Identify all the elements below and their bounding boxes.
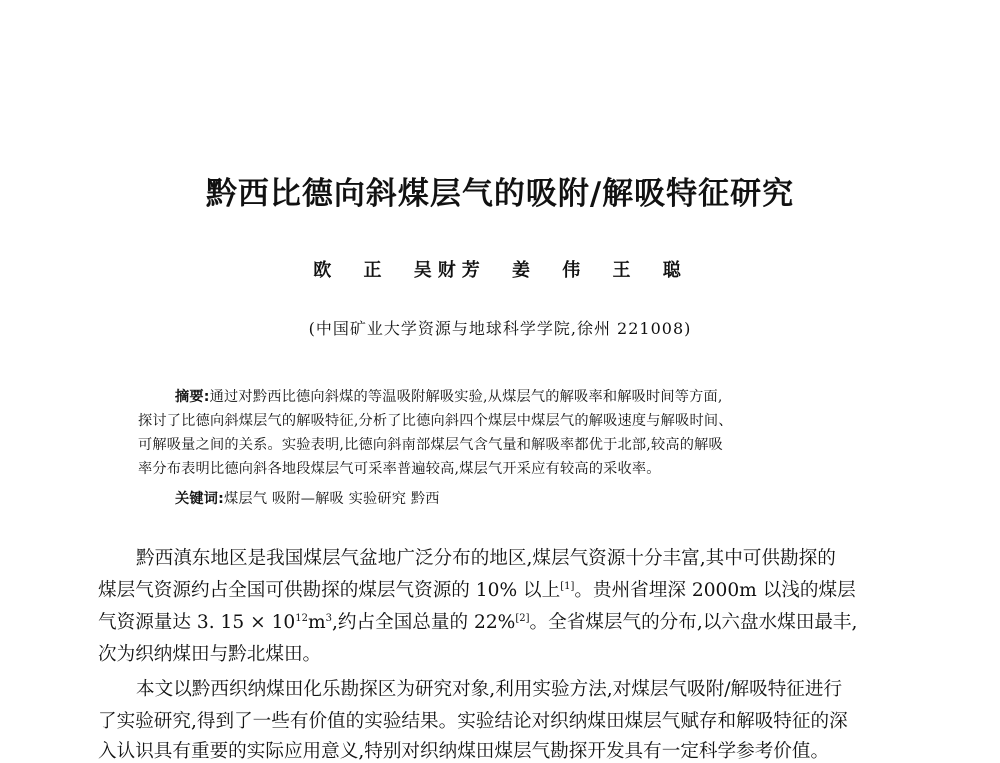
abstract-line: 探讨了比德向斜煤层气的解吸特征,分析了比德向斜四个煤层中煤层气的解吸速度与解吸时间、 <box>138 413 733 429</box>
authors: 欧 正 吴财芳 姜 伟 王 聪 <box>313 260 687 281</box>
body-text: 煤层气资源约占全国可供勘探的煤层气资源的 10% 以上 <box>98 580 561 601</box>
abstract-line: 率分布表明比德向斜各地段煤层气可采率普遍较高,煤层气开采应有较高的采收率。 <box>138 461 661 477</box>
body-line: 本文以黔西织纳煤田化乐勘探区为研究对象,利用实验方法,对煤层气吸附/解吸特征进行 <box>136 679 843 700</box>
body-line: 入认识具有重要的实际应用意义,特别对织纳煤田煤层气勘探开发具有一定科学参考价值。 <box>98 741 830 762</box>
citation: [1] <box>560 580 575 592</box>
body-line <box>98 608 857 634</box>
body-line: 黔西滇东地区是我国煤层气盆地广泛分布的地区,煤层气资源十分丰富,其中可供勘探的 <box>136 548 836 569</box>
abstract-text: 通过对黔西比德向斜煤的等温吸附解吸实验,从煤层气的解吸率和解吸时间等方面, <box>209 389 723 405</box>
body-text: m <box>308 612 326 633</box>
body-line <box>98 576 856 602</box>
body-line: 次为织纳煤田与黔北煤田。 <box>98 644 322 665</box>
abstract-line: 可解吸量之间的关系。实验表明,比德向斜南部煤层气含气量和解吸率都优于北部,较高的解吸 <box>138 437 723 453</box>
superscript: 3 <box>325 612 333 624</box>
body-text: 。贵州省埋深 2000m 以浅的煤层 <box>574 580 856 601</box>
paper-title: 黔西比德向斜煤层气的吸附/解吸特征研究 <box>205 176 795 212</box>
body-line: 了实验研究,得到了一些有价值的实验结果。实验结论对织纳煤田煤层气赋存和解吸特征的深 <box>98 711 848 732</box>
abstract-label: 摘要: <box>175 389 210 405</box>
body-text: 。全省煤层气的分布,以六盘水煤田最丰, <box>529 612 858 633</box>
body-text: ,约占全国总量的 22% <box>332 612 516 633</box>
keywords: 煤层气 吸附—解吸 实验研究 黔西 <box>224 491 440 507</box>
citation: [2] <box>515 612 530 624</box>
body-text: 气资源量达 3. 15 × 10 <box>98 612 296 633</box>
keywords-line <box>175 488 440 508</box>
abstract-line <box>175 386 723 406</box>
keywords-label: 关键词: <box>175 491 225 507</box>
affiliation: (中国矿业大学资源与地球科学学院,徐州 221008) <box>308 319 692 338</box>
superscript: 12 <box>295 612 308 624</box>
